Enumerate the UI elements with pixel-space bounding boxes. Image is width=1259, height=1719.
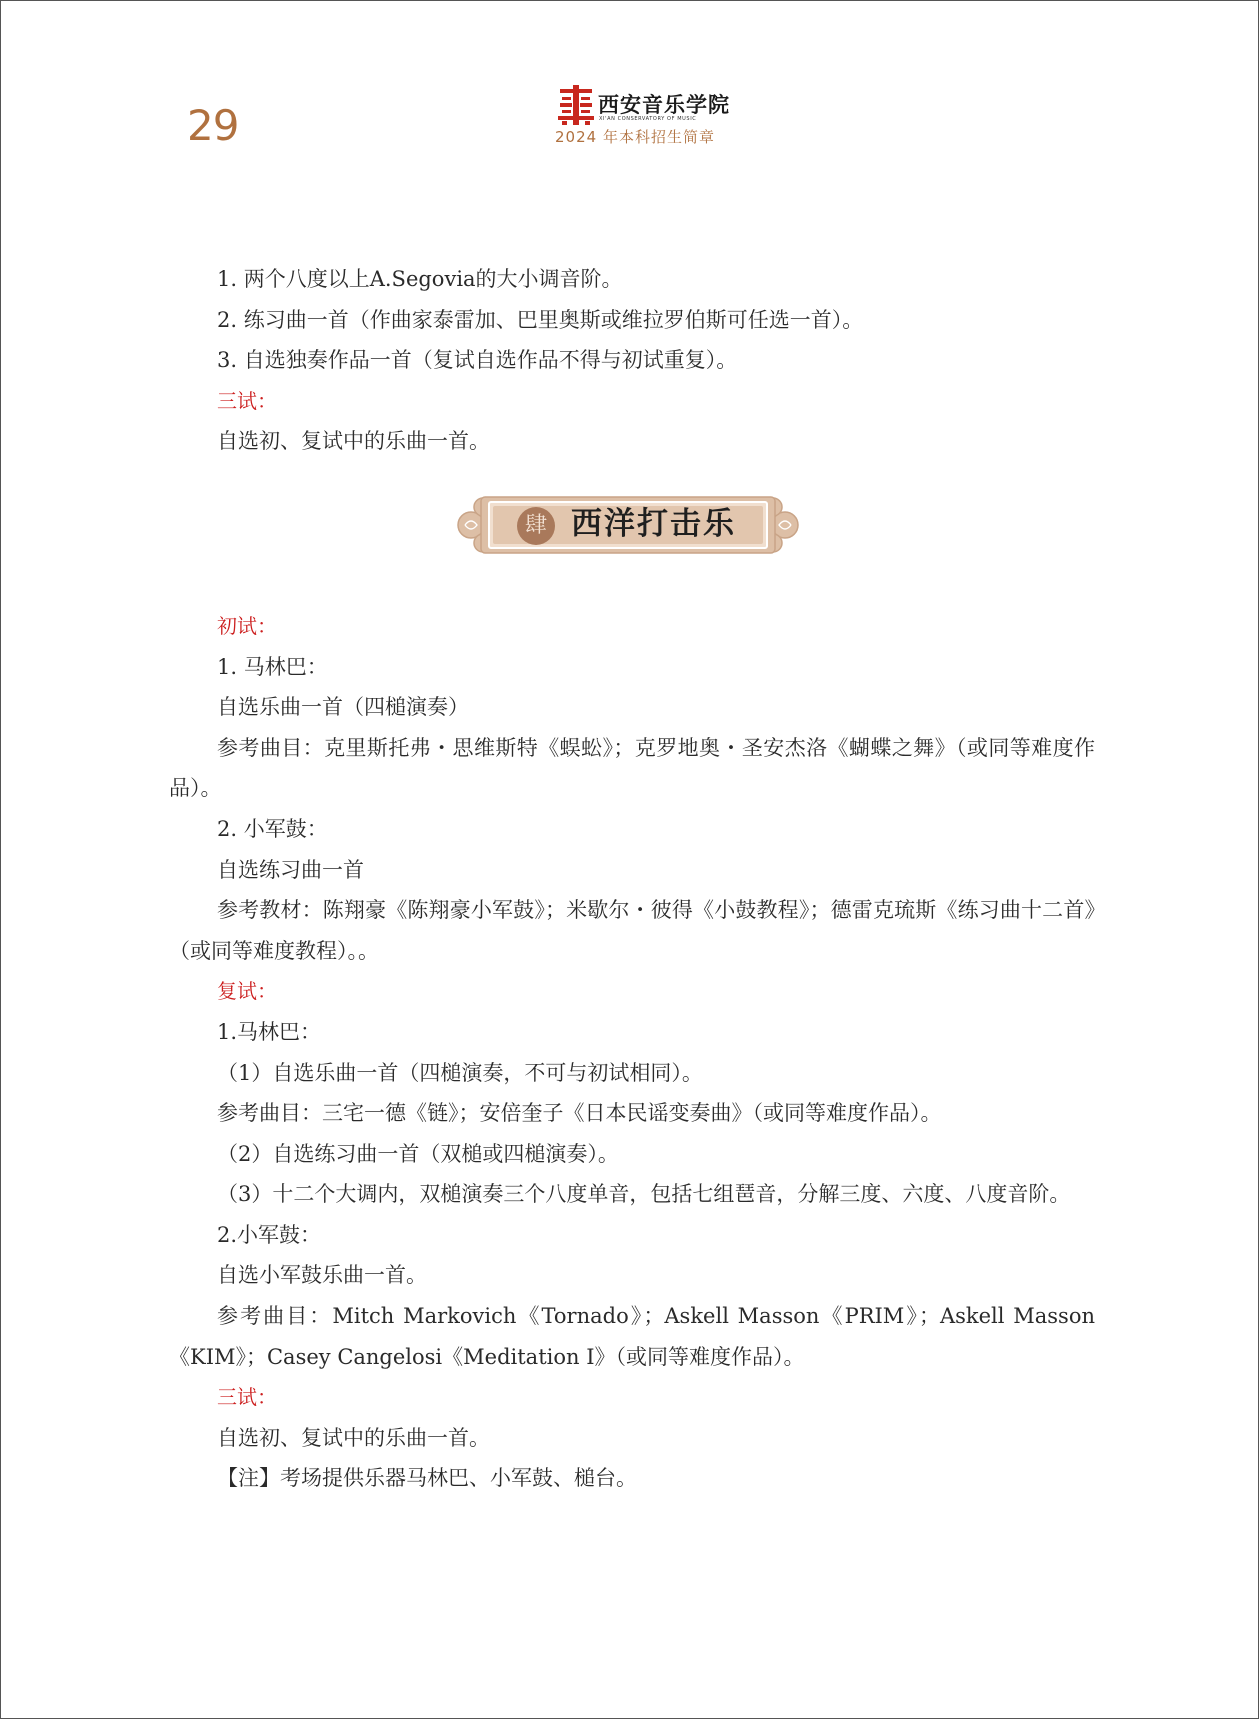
paragraph: 2.小军鼓： [217, 1222, 322, 1247]
list-item: 1. 两个八度以上A.Segovia的大小调音阶。 [217, 267, 623, 291]
conservatory-logo-icon [558, 85, 594, 125]
brand-english-name: XI'AN CONSERVATORY OF MUSIC [599, 116, 697, 122]
list-item: 3. 自选独奏作品一首（复试自选作品不得与初试重复）。 [217, 348, 738, 373]
paragraph: （2）自选练习曲一首（双槌或四槌演奏）。 [217, 1141, 619, 1166]
section-title: 西洋打击乐 [571, 505, 736, 542]
main-content [169, 259, 1095, 1499]
section-number-badge: 肆 [517, 507, 555, 545]
paragraph: 自选小军鼓乐曲一首。 [217, 1263, 427, 1288]
paragraph: 2. 小军鼓： [217, 816, 328, 841]
brand-subtitle: 2024 年本科招生简章 [555, 128, 715, 146]
list-item: 2. 练习曲一首（作曲家泰雷加、巴里奥斯或维拉罗伯斯可任选一首）。 [217, 307, 864, 332]
paragraph: 1. 马林巴： [217, 654, 328, 679]
note: 【注】考场提供乐器马林巴、小军鼓、槌台。 [217, 1466, 637, 1491]
second-round-heading: 复试： [217, 979, 277, 1004]
paragraph: （3）十二个大调内，双槌演奏三个八度单音，包括七组琶音，分解三度、六度、八度音阶。 [217, 1182, 1071, 1207]
paragraph: （1）自选乐曲一首（四槌演奏，不可与初试相同）。 [217, 1060, 703, 1085]
paragraph: 自选初、复试中的乐曲一首。 [217, 1425, 490, 1450]
paragraph: 自选乐曲一首（四槌演奏） [217, 695, 469, 720]
page-number: 29 [187, 101, 239, 150]
paragraph: 自选初、复试中的乐曲一首。 [217, 429, 490, 454]
first-round-heading: 初试： [217, 613, 277, 638]
paragraph: 参考教材：陈翔豪《陈翔豪小军鼓》；米歇尔・彼得《小鼓教程》；德雷克琉斯《练习曲十二首》（或同等难度教程）。。 [169, 898, 1095, 963]
paragraph: 1.马林巴： [217, 1019, 322, 1044]
section-banner [457, 492, 799, 558]
third-round-heading: 三试： [217, 388, 277, 413]
third-round-heading: 三试： [217, 1385, 277, 1410]
paragraph: 参考曲目：克里斯托弗・思维斯特《蜈蚣》；克罗地奥・圣安杰洛《蝴蝶之舞》（或同等难度作品）。 [169, 735, 1095, 801]
paragraph: 自选练习曲一首 [217, 857, 364, 882]
brand-header [555, 85, 730, 149]
paragraph: 参考曲目：三宅一德《链》；安倍奎子《日本民谣变奏曲》（或同等难度作品）。 [217, 1101, 942, 1126]
paragraph: 参考曲目：Mitch Markovich《Tornado》；Askell Masson《PRIM》；Askell Masson《KIM》；Casey Cangelosi《Meditation I》（或同等难度作品）。 [169, 1304, 1095, 1369]
brand-name: 西安音乐学院 [598, 92, 730, 117]
